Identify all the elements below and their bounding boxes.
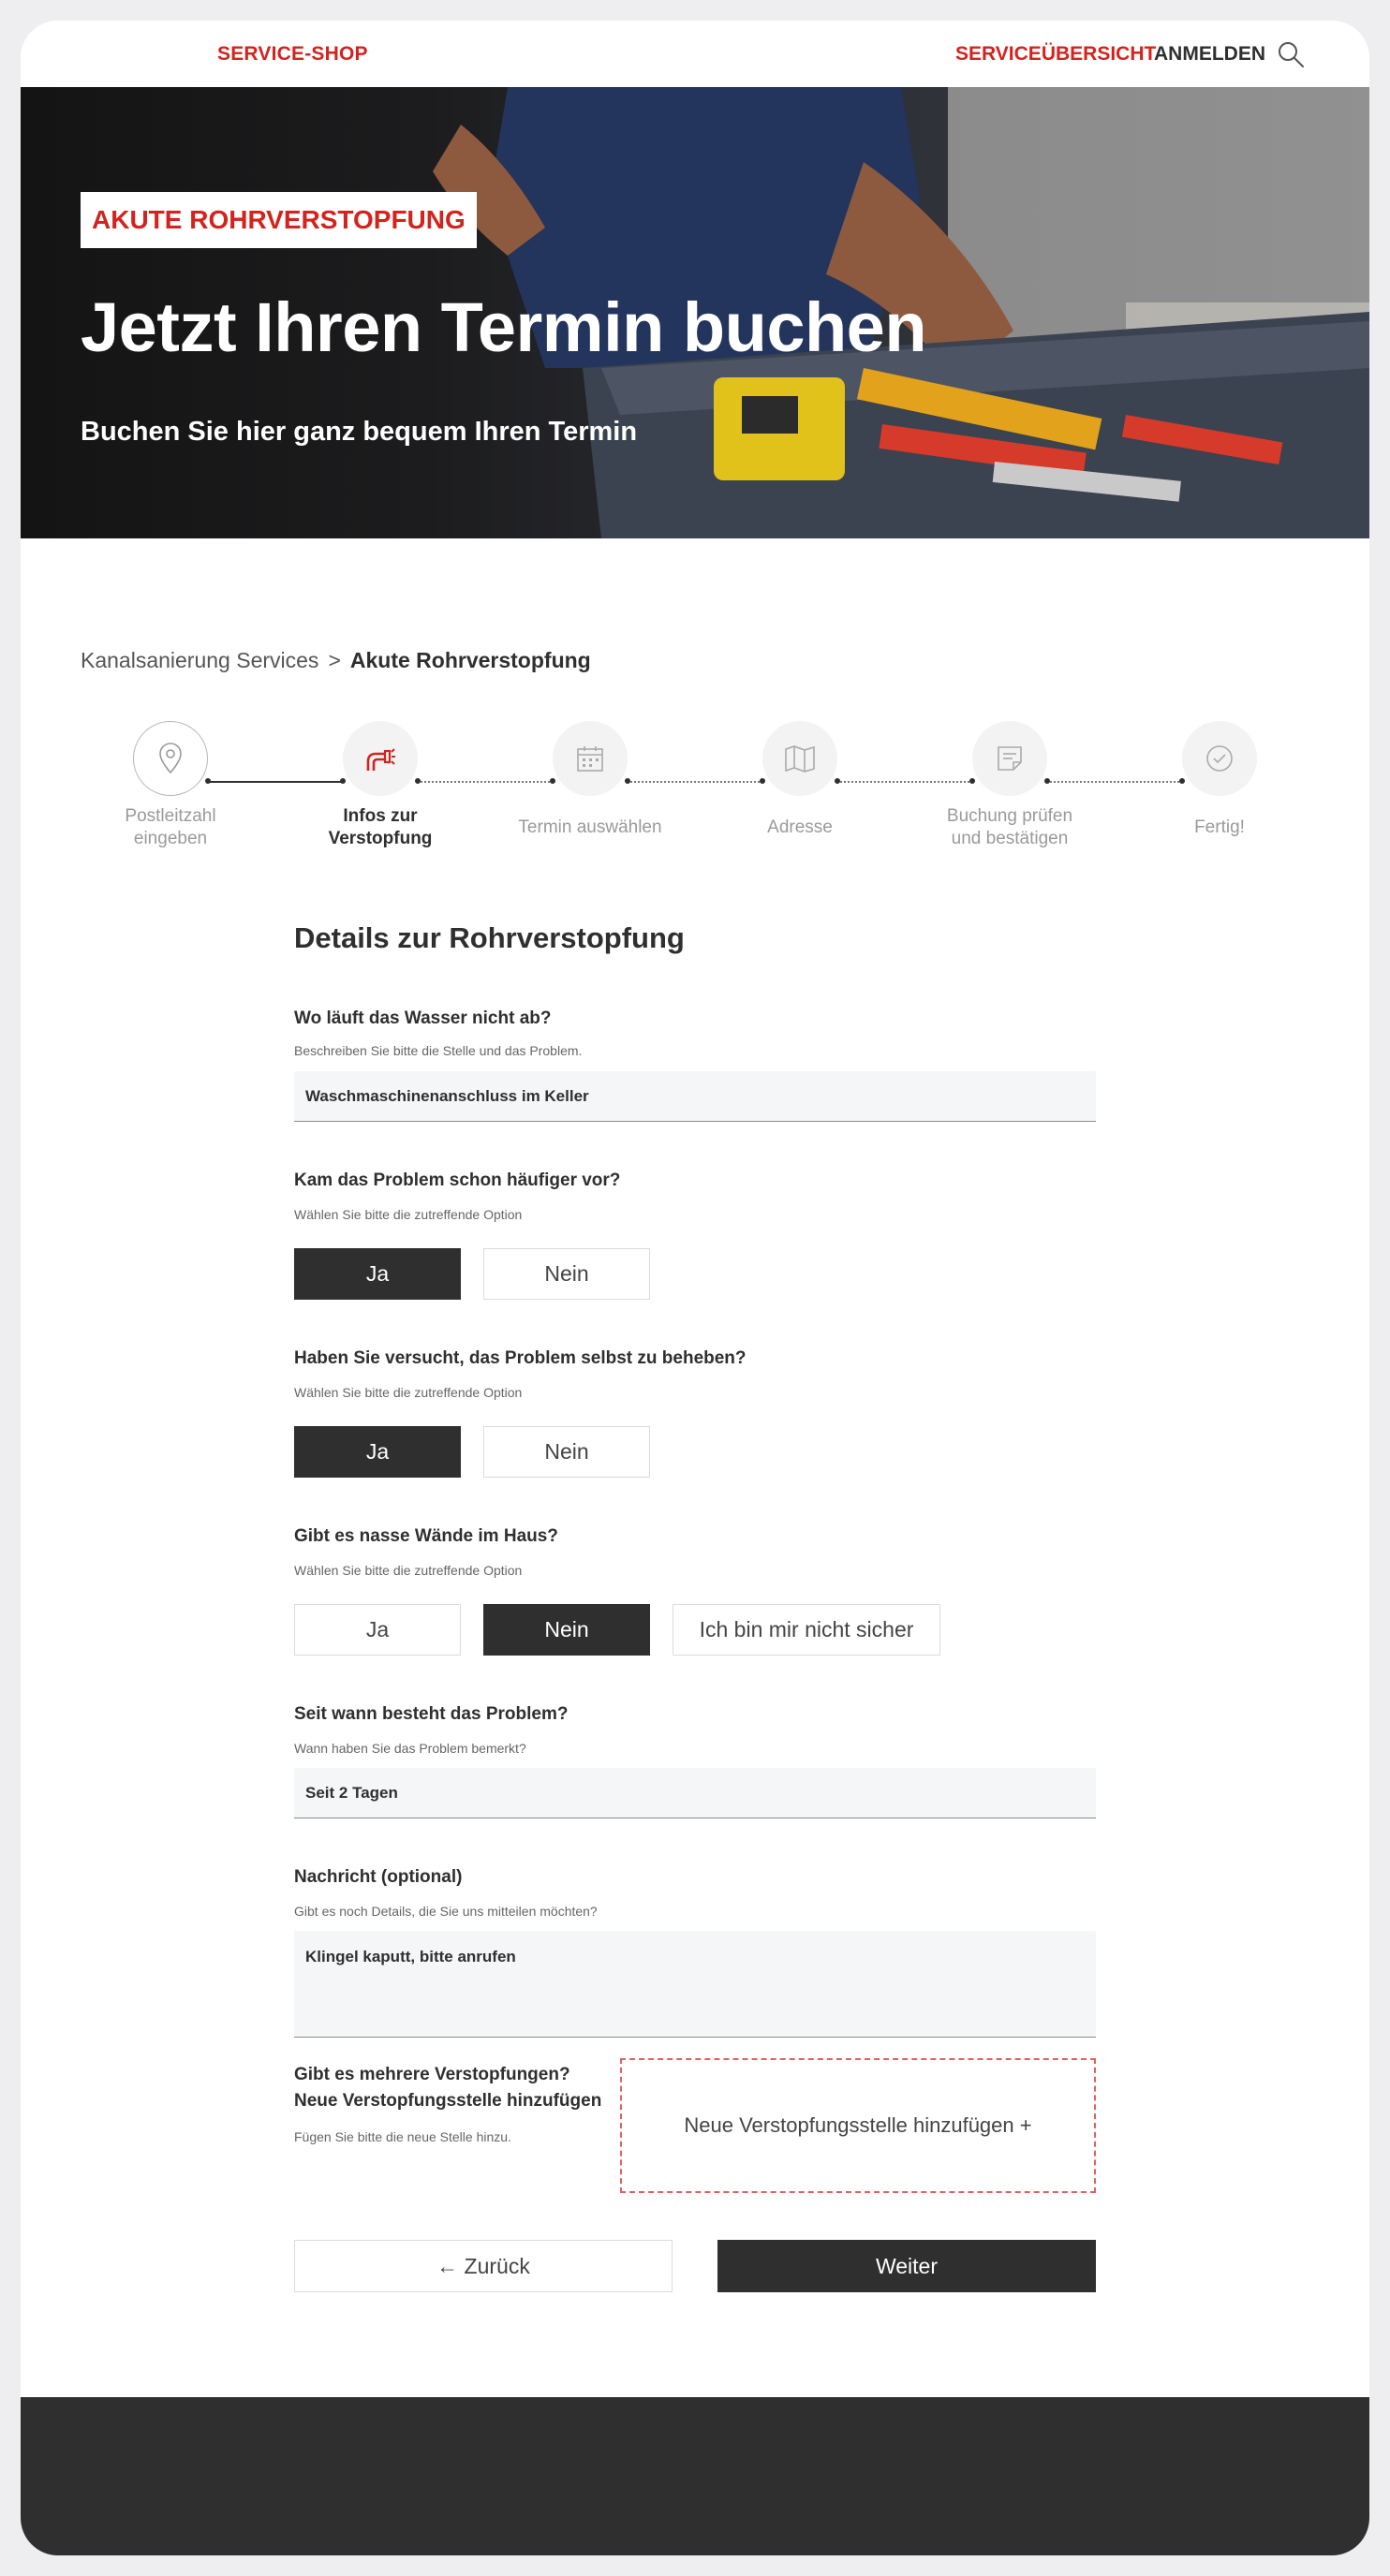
q4-hint: Wählen Sie bitte die zutreffende Option <box>294 1563 523 1578</box>
q3-option-ja[interactable]: Ja <box>294 1426 461 1478</box>
pipe-icon <box>364 743 396 774</box>
brand-link[interactable]: SERVICE-SHOP <box>217 43 368 65</box>
step-circle <box>1182 721 1257 796</box>
note-icon <box>995 743 1025 773</box>
step-adresse[interactable] <box>706 721 894 839</box>
add-section-hint: Fügen Sie bitte die neue Stelle hinzu. <box>294 2129 511 2144</box>
nav-login-link[interactable]: ANMELDEN <box>1154 43 1265 65</box>
breadcrumb-parent[interactable]: Kanalsanierung Services <box>81 648 319 672</box>
step-infos-verstopfung[interactable] <box>287 721 474 850</box>
footer <box>21 2397 1369 2555</box>
hero-banner <box>21 87 1369 538</box>
step-label: Termin auswählen <box>518 817 662 837</box>
step-postleitzahl[interactable] <box>77 721 264 850</box>
step-fertig[interactable] <box>1126 721 1313 839</box>
breadcrumb-current: Akute Rohrverstopfung <box>349 648 591 672</box>
hero-title: Jetzt Ihren Termin buchen <box>81 288 927 366</box>
screen <box>21 21 1369 2555</box>
step-circle <box>972 721 1047 796</box>
breadcrumb <box>81 648 591 673</box>
nav-services-link[interactable]: SERVICEÜBERSICHT <box>955 43 1157 65</box>
q3-option-nein[interactable]: Nein <box>483 1426 650 1478</box>
q4-label: Gibt es nasse Wände im Haus? <box>294 1526 558 1546</box>
q3-hint: Wählen Sie bitte die zutreffende Option <box>294 1385 523 1400</box>
problem-location-input[interactable]: Waschmaschinenanschluss im Keller <box>294 1071 1096 1122</box>
breadcrumb-separator: > <box>328 648 341 672</box>
hero-subtitle: Buchen Sie hier ganz bequem Ihren Termin <box>81 417 638 447</box>
form-title: Details zur Rohrverstopfung <box>294 921 685 954</box>
step-label: Adresse <box>767 817 833 837</box>
hero-badge: AKUTE ROHRVERSTOPFUNG <box>81 192 477 248</box>
q2-label: Kam das Problem schon häufiger vor? <box>294 1170 621 1190</box>
location-pin-icon <box>156 743 185 774</box>
q1-hint: Beschreiben Sie bitte die Stelle und das Problem. <box>294 1043 583 1058</box>
check-circle-icon <box>1205 743 1235 773</box>
step-label: Postleitzahl eingeben <box>125 806 216 848</box>
q1-label: Wo läuft das Wasser nicht ab? <box>294 1008 552 1028</box>
step-circle <box>762 721 837 796</box>
step-circle <box>343 721 418 796</box>
q2-hint: Wählen Sie bitte die zutreffende Option <box>294 1207 523 1222</box>
top-nav <box>21 21 1369 87</box>
q4-option-nein[interactable]: Nein <box>483 1604 650 1656</box>
message-textarea[interactable]: Klingel kaputt, bitte anrufen <box>294 1931 1096 2038</box>
step-label: Infos zur Verstopfung <box>328 806 433 848</box>
step-circle <box>133 721 208 796</box>
q6-hint: Gibt es noch Details, die Sie uns mitteilen möchten? <box>294 1904 598 1919</box>
problem-since-input[interactable]: Seit 2 Tagen <box>294 1768 1096 1818</box>
back-button[interactable]: ← Zurück <box>294 2240 673 2292</box>
map-icon <box>784 744 816 773</box>
add-section-label: Gibt es mehrere Verstopfungen? Neue Verstopfungsstelle hinzufügen <box>294 2065 602 2111</box>
calendar-icon <box>575 743 605 773</box>
next-button[interactable]: Weiter <box>717 2240 1096 2292</box>
q5-label: Seit wann besteht das Problem? <box>294 1704 569 1724</box>
add-blockage-button[interactable]: Neue Verstopfungsstelle hinzufügen + <box>620 2058 1096 2193</box>
q6-label: Nachricht (optional) <box>294 1867 463 1887</box>
step-circle <box>553 721 628 796</box>
step-termin[interactable] <box>496 721 684 839</box>
q2-option-ja[interactable]: Ja <box>294 1248 461 1300</box>
step-label: Fertig! <box>1194 817 1245 837</box>
step-label: Buchung prüfen und bestätigen <box>946 806 1073 848</box>
search-icon[interactable] <box>1276 39 1306 69</box>
step-buchung-pruefen[interactable] <box>916 721 1103 850</box>
q4-option-unsure[interactable]: Ich bin mir nicht sicher <box>673 1604 940 1656</box>
q3-label: Haben Sie versucht, das Problem selbst zu beheben? <box>294 1348 747 1368</box>
q4-option-ja[interactable]: Ja <box>294 1604 461 1656</box>
q2-option-nein[interactable]: Nein <box>483 1248 650 1300</box>
q5-hint: Wann haben Sie das Problem bemerkt? <box>294 1741 526 1756</box>
